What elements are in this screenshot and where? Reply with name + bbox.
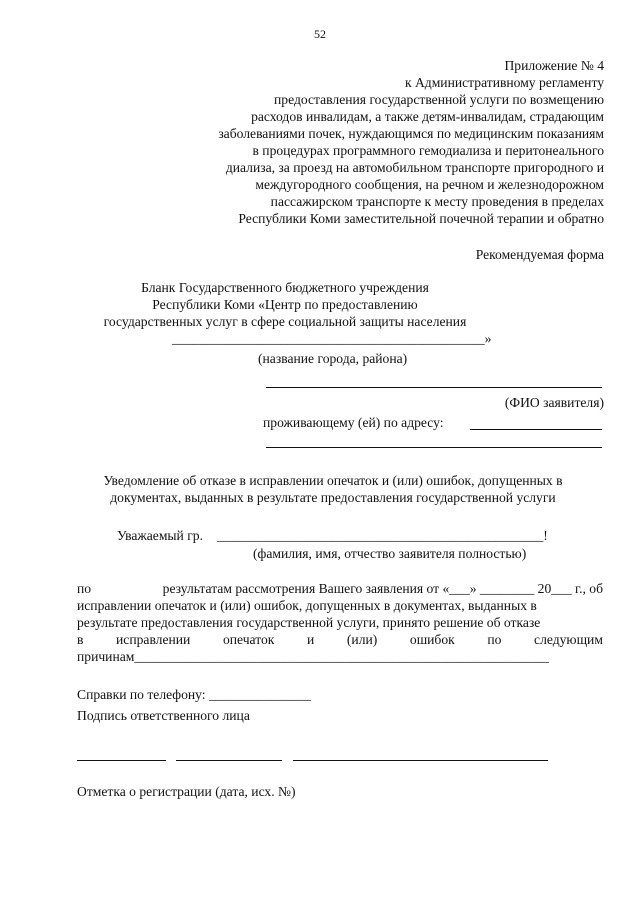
- signature-line-sign: [176, 760, 282, 761]
- letterhead-line: государственных услуг в сфере социальной защиты населения: [103, 314, 467, 329]
- salutation-caption: (фамилия, имя, отчество заявителя полностью): [253, 546, 527, 561]
- body-text: результатам рассмотрения Вашего заявления от «___» ________ 20___ г., об: [162, 581, 603, 596]
- phone-inquiry: Справки по телефону: _______________: [77, 687, 311, 702]
- signature-line-name: [293, 760, 548, 761]
- body-word: и: [307, 632, 315, 647]
- page-number: 52: [314, 27, 326, 41]
- body-line-1: [77, 580, 603, 597]
- address-line: [470, 429, 602, 430]
- appendix-line: предоставления государственной услуги по возмещению: [274, 92, 604, 107]
- body-word: (или): [346, 632, 378, 647]
- body-line-5: причинам_____________________________________________________________: [77, 649, 549, 664]
- letterhead-line: Республики Коми «Центр по предоставлению: [152, 297, 418, 312]
- body-line-4: [77, 631, 603, 648]
- appendix-title: Приложение № 4: [504, 58, 604, 73]
- body-word: исправлении: [116, 632, 191, 647]
- letterhead-line: Бланк Государственного бюджетного учреждения: [141, 280, 429, 295]
- signature-label: Подпись ответственного лица: [77, 708, 250, 723]
- salutation-label: Уважаемый гр.: [117, 528, 204, 543]
- body-word: ошибок: [409, 632, 455, 647]
- address-label: проживающему (ей) по адресу:: [263, 415, 444, 430]
- appendix-line: пассажирском транспорте к месту проведения в пределах: [270, 194, 604, 209]
- appendix-line: Республики Коми заместительной почечной терапии и обратно: [238, 211, 604, 226]
- body-word: в: [77, 632, 84, 647]
- body-line-3: результате предоставления государственной услуги, принято решение об отказе: [77, 615, 541, 630]
- appendix-line: диализа, за проезд на автомобильном транспорте пригородного и: [225, 160, 604, 175]
- body-word: по: [77, 581, 92, 596]
- recommended-form-label: Рекомендуемая форма: [475, 247, 604, 262]
- registration-mark: Отметка о регистрации (дата, исх. №): [77, 784, 296, 799]
- body-word: по: [487, 632, 502, 647]
- city-blank: ______________________________________________»: [172, 331, 492, 346]
- address-line-2: [266, 447, 602, 448]
- appendix-line: к Административному регламенту: [404, 75, 604, 90]
- body-word: опечаток: [222, 632, 275, 647]
- notice-title-line: документах, выданных в результате предоставления государственной услуги: [110, 490, 556, 505]
- salutation-blank: ________________________________________________!: [217, 528, 548, 543]
- body-line-2: исправлении опечаток и (или) ошибок, допущенных в документах, выданных в: [77, 598, 537, 613]
- applicant-name-line: [266, 387, 602, 388]
- city-caption: (название города, района): [258, 351, 408, 366]
- body-word: следующим: [534, 632, 603, 647]
- notice-title-line: Уведомление об отказе в исправлении опечаток и (или) ошибок, допущенных в: [103, 473, 563, 488]
- appendix-line: заболеваниями почек, нуждающимся по медицинским показаниям: [218, 126, 604, 141]
- applicant-fio-caption: (ФИО заявителя): [504, 395, 604, 410]
- appendix-line: расходов инвалидам, а также детям-инвалидам, страдающим: [251, 109, 604, 124]
- appendix-line: междугородного сообщения, на речном и железнодорожном: [255, 177, 604, 192]
- appendix-line: в процедурах программного гемодиализа и перитонеального: [252, 143, 604, 158]
- signature-line-position: [77, 760, 166, 761]
